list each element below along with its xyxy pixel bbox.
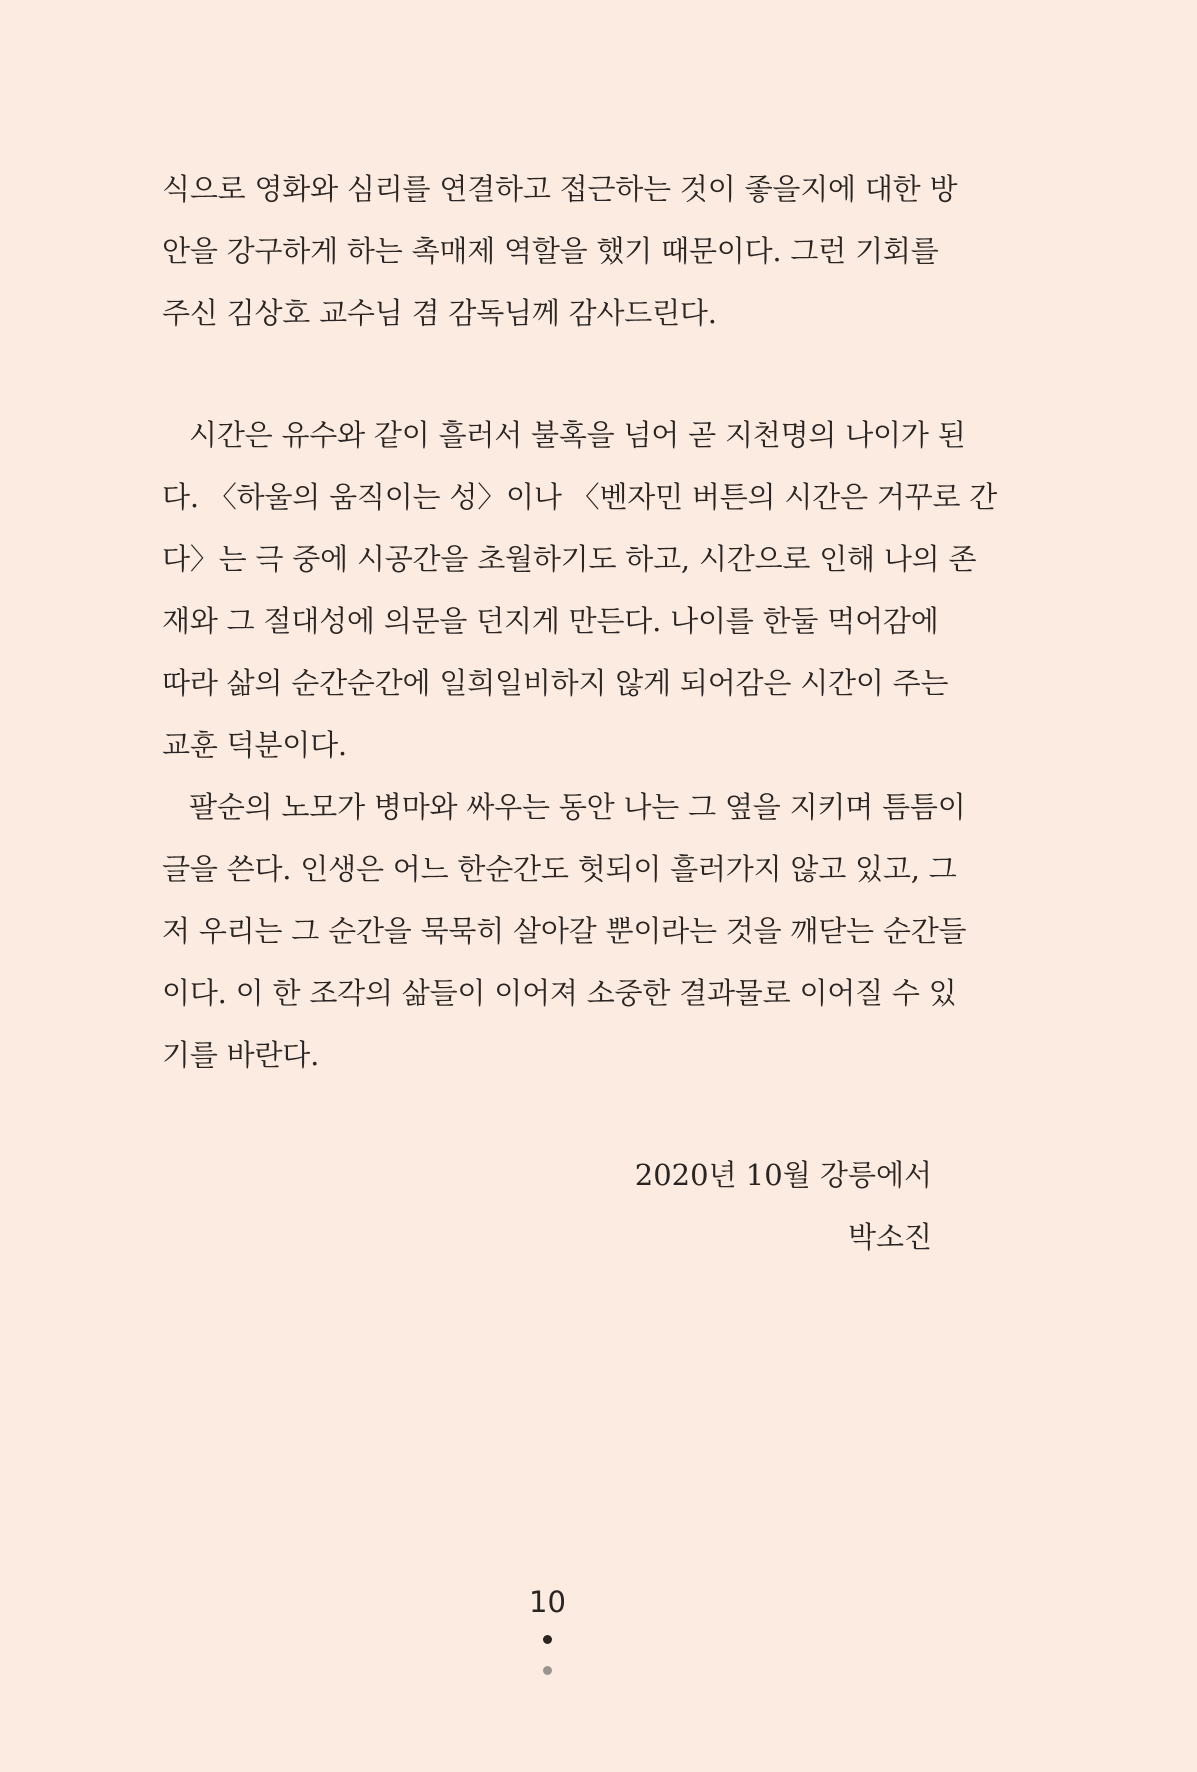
paragraph-3 <box>162 781 967 1091</box>
text-line: 안을 강구하게 하는 촉매제 역할을 했기 때문이다. 그런 기회를 <box>162 234 939 268</box>
text-line: 재와 그 절대성에 의문을 던지게 만든다. 나이를 한둘 먹어감에 <box>162 604 939 638</box>
text-line: 팔순의 노모가 병마와 싸우는 동안 나는 그 옆을 지키며 틈틈이 <box>189 790 966 824</box>
text-line: 기를 바란다. <box>162 1038 320 1072</box>
text-line: 주신 김상호 교수님 겸 감독님께 감사드린다. <box>162 296 717 330</box>
text-line: 저 우리는 그 순간을 묵묵히 살아갈 뿐이라는 것을 깨닫는 순간들 <box>162 914 967 948</box>
text-line: 따라 삶의 순간순간에 일희일비하지 않게 되어감은 시간이 주는 <box>162 666 949 700</box>
text-line: 이다. 이 한 조각의 삶들이 이어져 소중한 결과물로 이어질 수 있 <box>162 976 957 1010</box>
signature-author: 박소진 <box>847 1220 932 1254</box>
page-body <box>162 163 998 1273</box>
signature-block <box>162 1149 932 1273</box>
signature-gap <box>162 1091 932 1149</box>
page-number: 10 <box>529 1585 566 1619</box>
text-line: 식으로 영화와 심리를 연결하고 접근하는 것이 좋을지에 대한 방 <box>162 172 958 206</box>
paragraph-1 <box>162 163 958 349</box>
page-dot-dark <box>543 1635 552 1644</box>
signature-date-place: 2020년 10월 강릉에서 <box>634 1158 932 1192</box>
text-line: 교훈 덕분이다. <box>162 728 347 762</box>
page-dot-light <box>543 1666 552 1675</box>
text-line: 다〉는 극 중에 시공간을 초월하기도 하고, 시간으로 인해 나의 존 <box>162 542 977 576</box>
text-line: 다. 〈하울의 움직이는 성〉이나 〈벤자민 버튼의 시간은 거꾸로 간 <box>162 480 998 514</box>
paragraph-gap <box>162 349 932 409</box>
text-line: 시간은 유수와 같이 흘러서 불혹을 넘어 곧 지천명의 나이가 된 <box>189 418 966 452</box>
text-line: 글을 쓴다. 인생은 어느 한순간도 헛되이 흘러가지 않고 있고, 그 <box>162 852 957 886</box>
paragraph-2 <box>162 409 998 781</box>
